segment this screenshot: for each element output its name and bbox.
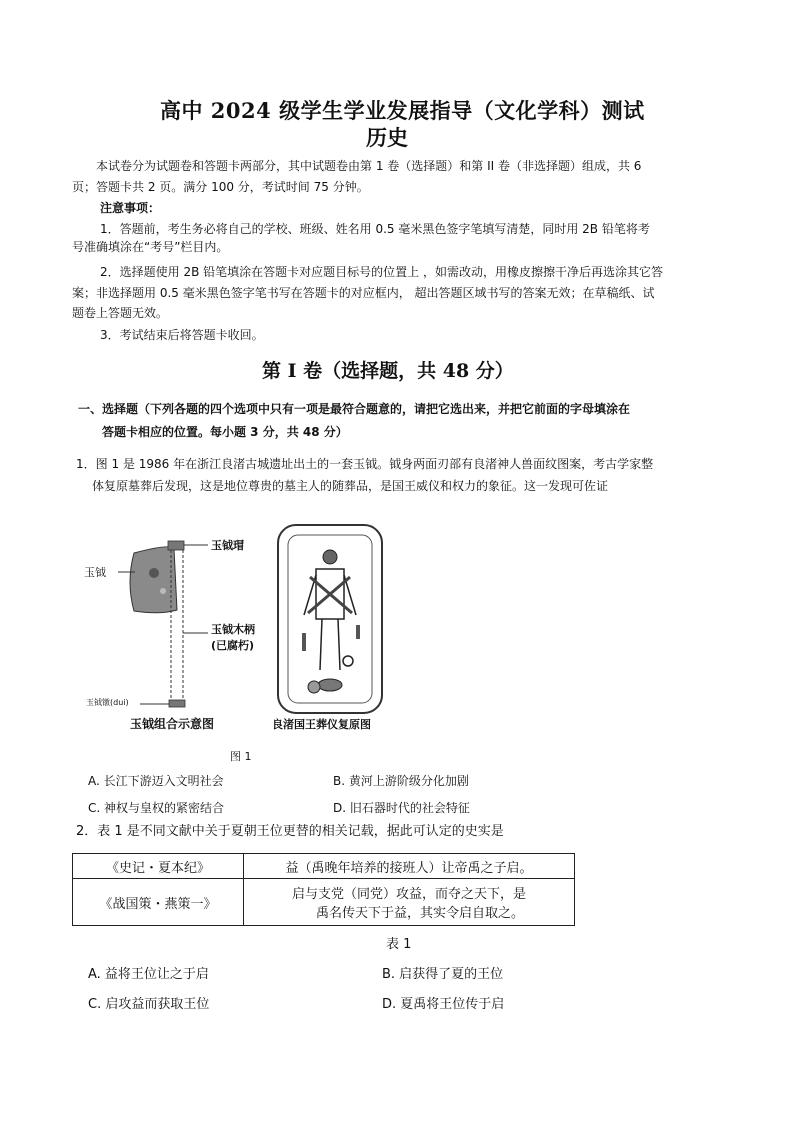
q1-option-d[interactable]: D. 旧石器时代的社会特征 <box>333 801 470 815</box>
figure-1 <box>80 515 400 740</box>
figure-1-number: 图 1 <box>230 750 252 763</box>
exam-title: 高中 2024 级学生学业发展指导（文化学科）测试 <box>160 98 645 123</box>
q1-option-a[interactable]: A. 长江下游迈入文明社会 <box>88 774 224 788</box>
table-cell-text <box>244 879 575 926</box>
intro-line-2: 页；答题卡共 2 页。满分 100 分，考试时间 75 分钟。 <box>72 180 369 194</box>
section-title: 第 I 卷（选择题，共 48 分） <box>262 360 514 382</box>
label-jade-axe: 玉钺 <box>84 566 106 579</box>
notice-2-line-3: 题卷上答题无效。 <box>72 306 169 320</box>
intro-line-1: 本试卷分为试题卷和答题卡两部分，其中试题卷由第 1 卷（选择题）和第 II 卷（非选择题）组成，共 6 <box>96 159 642 173</box>
q2-option-a[interactable]: A. 益将王位让之于启 <box>88 967 209 982</box>
notice-1-line-2: 号准确填涂在“考号”栏目内。 <box>72 240 229 254</box>
notice-title: 注意事项： <box>100 201 161 215</box>
part-heading-line-2: 答题卡相应的位置。每小题 3 分，共 48 分） <box>102 425 348 439</box>
jade-butt-shape <box>169 700 185 707</box>
notice-3: 3．考试结束后将答题卡收回。 <box>100 328 264 342</box>
table-cell-source: 《史记・夏本纪》 <box>73 854 244 879</box>
table-1 <box>72 853 575 926</box>
table-cell-source: 《战国策・燕策一》 <box>73 879 244 926</box>
label-jade-butt: 玉钺镦(dui) <box>86 698 129 707</box>
label-jade-cap: 玉钺瑁 <box>211 539 244 552</box>
table-cell-text <box>244 854 575 879</box>
q1-option-b[interactable]: B. 黄河上游阶级分化加剧 <box>333 774 469 788</box>
caption-axe-combination: 玉钺组合示意图 <box>130 717 215 731</box>
table-cell-text-line: 启与支党（同党）攻益，而夺之天下，是 <box>291 887 526 902</box>
subject-title: 历史 <box>366 125 408 150</box>
q1-option-c[interactable]: C. 神权与皇权的紧密结合 <box>88 801 225 815</box>
q1-stem-line-2: 体复原墓葬后发现，这是地位尊贵的墓主人的随葬品，是国王威仪和权力的象征。这一发现可佐证 <box>92 479 609 493</box>
q2-option-c[interactable]: C. 启攻益而获取王位 <box>88 997 210 1012</box>
notice-1-line-1: 1．答题前，考生务必将自己的学校、班级、姓名用 0.5 毫米黑色签字笔填写清楚，同时用 2B 铅笔将考 <box>100 222 650 236</box>
part-heading-line-1: 一、选择题（下列各题的四个选项中只有一项是最符合题意的，请把它选出来，并把它前面的字母填涂在 <box>78 402 631 416</box>
skeleton-head <box>323 550 337 564</box>
table-1-caption: 表 1 <box>386 937 412 952</box>
table-row <box>73 879 575 926</box>
notice-2-line-1: 2．选择题使用 2B 铅笔填涂在答题卡对应题目标号的位置上 ，如需改动，用橡皮擦擦干净后再选涂其它答 <box>100 265 663 279</box>
label-handle-decayed: (已腐朽) <box>211 639 255 652</box>
table-cell-text-line: 禹名传天下于益，其实令启自取之。 <box>315 906 524 921</box>
label-wood-handle: 玉钺木柄 <box>211 623 255 636</box>
q2-stem: 2．表 1 是不同文献中关于夏朝王位更替的相关记载，据此可认定的史实是 <box>76 824 504 839</box>
q2-option-d[interactable]: D. 夏禹将王位传于启 <box>382 997 505 1012</box>
q2-option-b[interactable]: B. 启获得了夏的王位 <box>382 967 504 982</box>
q1-stem-line-1: 1．图 1 是 1986 年在浙江良渚古城遗址出土的一套玉钺。钺身两面刃部有良渚神人兽面纹图案，考古学家整 <box>76 457 654 471</box>
table-cell-text-line: 益（禹晚年培养的接班人）让帝禹之子启。 <box>285 860 533 876</box>
notice-2-line-2: 案；非选择题用 0.5 毫米黑色签字笔书写在答题卡的对应框内， 超出答题区域书写的答案无效；在草稿纸、试 <box>72 286 655 300</box>
jade-cap-shape <box>168 541 184 550</box>
jade-axe-hole <box>149 568 159 578</box>
caption-burial-restoration: 良渚国王葬仪复原图 <box>272 718 371 731</box>
jade-axe-shape <box>130 547 177 613</box>
table-row <box>73 854 575 879</box>
